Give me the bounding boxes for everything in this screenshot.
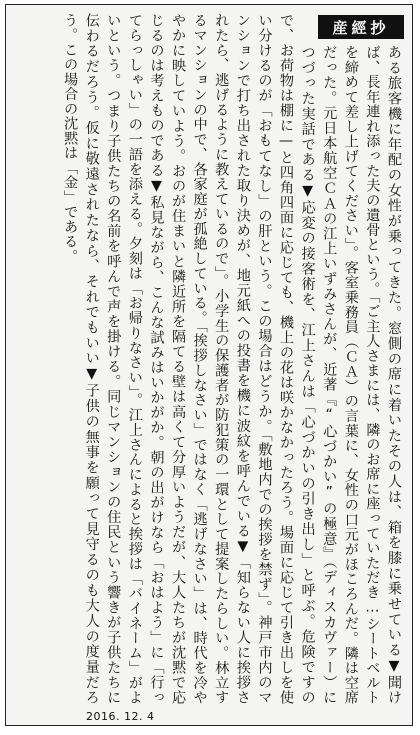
column-body (14, 13, 404, 705)
title-spacer (312, 13, 404, 39)
column-body-text: ある旅客機に年配の女性が乗ってきた。窓側の席に着いたその人は、箱を膝に乗せている▼聞けば、長年連れ添った夫の遺骨という。「ご主人さまには、隣のお席に座っていただき…シートベルトを締めて差し上げてください」。客室乗務員（ＣＡ）の言葉に、女性の口元がほころんだ。隣は空席だった。元日本航空ＣＡの江上いずみさんが、近著『“心づかい”の極意』（ディスカヴァー）につづった実話である▼応変の接客術を、江上さんは「心づかいの引き出し」と呼ぶ。危険ですので、お荷物は棚に—と四角四面に応じても、機上の花は咲かなかったろう。場面に応じて引き出しを使い分けるのが「おもてなし」の肝という。この場合はどうか。「敷地内での挨拶を禁ず」。神戸市内のマンションで打ち出された取り決めが、地元紙への投書を機に波紋を呼んでいる▼「知らない人に挨拶されたら、逃げるように教えているので」。小学生の保護者が防犯策の一環として提案したらしい。林立するマンションの中で、各家庭が孤絶している。「挨拶しなさい」ではなく「逃げなさい」は、時代を冷ややかに映していよう。おのが住まいと隣近所を隔てる壁は高くて分厚いようだが、大人たちが沈黙で応じるのは考えものである▼私見ながら、こんな試みはいかがか。朝の出がけなら「おはよう」に「行ってらっしゃい」の一語を添える。夕刻は「お帰りなさい」。江上さんによると挨拶は「バイネーム」がよいという。つまり子供たちの名前を呼んで声を掛ける。同じマンションの住民という響きが子供たちに伝わるだろう。仮に敬遠されたなら、それでもいい▼子供の無事を願って見守るのも大人の度量だろう。この場合の沈黙は「金」である。 (62, 13, 402, 705)
column-title: 産經抄 (318, 15, 404, 39)
newspaper-column (5, 4, 413, 726)
publication-date: 2016. 12. 4 (86, 710, 155, 723)
